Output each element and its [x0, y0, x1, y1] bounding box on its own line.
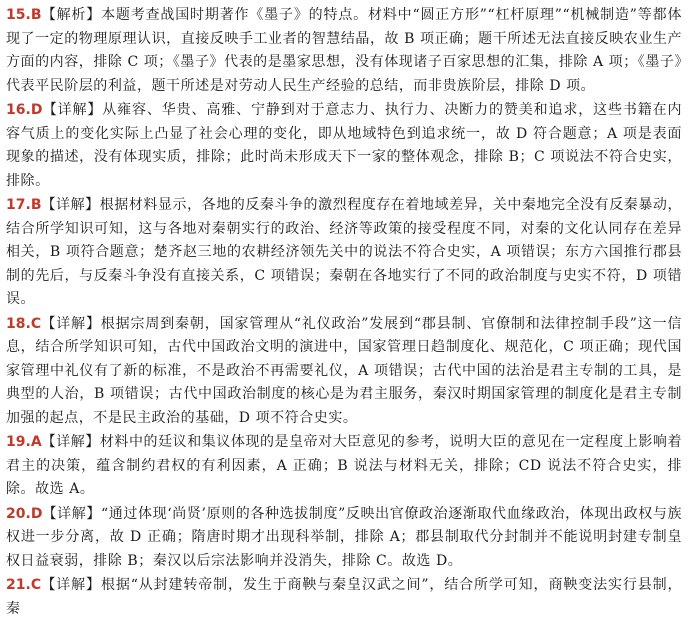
- answer-entry-16: [6, 99, 682, 193]
- question-number: 16.: [6, 102, 31, 118]
- question-number: 17.: [6, 197, 31, 213]
- answer-letter: C: [30, 577, 42, 593]
- question-number: 21.: [6, 577, 31, 593]
- answer-letter: D: [30, 505, 43, 522]
- explanation-tag: 【详解】: [42, 505, 101, 522]
- explanation-tag: 【详解】: [41, 315, 101, 332]
- answer-letter: C: [30, 315, 42, 332]
- answer-entry-17: [6, 194, 682, 312]
- answer-entry-19: [6, 431, 682, 502]
- explanation-tag: 【解析】: [41, 7, 102, 23]
- explanation-text: 本题考查战国时期著作《墨子》的特点。材料中“圆正方形”“杠杆原理”“机械制造”等都体现了一定的物理原理认识，直接反映手工业者的智慧结晶，故 B 项正确；题干所述无法直接反映农业生产方面的内容，排除 C 项；《墨子》代表的是墨家思想，没有体现诸子百家思想的汇集，排除 A 项；《墨子》代表平民阶层的利益，题干所述是对劳动人民生产经验的总结，而非贵族阶层，排除 D 项。: [6, 7, 682, 94]
- answer-letter: D: [30, 102, 43, 118]
- answer-entry-20: [6, 503, 682, 574]
- explanation-text: 从雍容、华贵、高雅、宁静到对于意志力、执行力、决断力的赞美和追求，这些书籍在内容气质上的变化实际上凸显了社会心理的变化，即从地域特色到追求统一，故 D 符合题意；A 项是表面现象的描述，没有体现实质，排除；此时尚未形成天下一家的整体观念，排除 B；C 项说法不符合史实，排除。: [6, 102, 683, 189]
- explanation-tag: 【详解】: [41, 197, 100, 213]
- answer-entry-15: [6, 4, 682, 98]
- answer-letter: B: [30, 197, 42, 213]
- question-number: 19.: [6, 434, 31, 450]
- explanation-text: 根据宗周到秦朝，国家管理从“礼仪政治”发展到“郡县制、官僚制和法律控制手段”这一信息，结合所学知识可知，古代中国政治文明的演进中，国家管理日趋制度化、规范化，C 项正确；现代国家管理中礼仪有了新的标准，不是政治不再需要礼仪，A 项错误；古代中国的法治是君主专制的工具，是典型的人治，B 项错误；古代中国政治制度的核心是为君主服务，秦汉时期国家管理的制度化是君主专制加强的起点，不是民主政治的基础，D 项不符合史实。: [6, 315, 682, 426]
- question-number: 15.: [6, 7, 31, 23]
- explanation-text: 根据材料显示，各地的反秦斗争的激烈程度存在着地域差异，关中秦地完全没有反秦暴动，结合所学知识可知，这与各地对秦朝实行的政治、经济等政策的接受程度不同，对秦的文化认同存在差异相关，B 项符合题意；楚齐赵三地的农耕经济领先关中的说法不符合史实，A 项错误；东方六国推行郡县制的先后，与反秦斗争没有直接关系，C 项错误；秦朝在各地实行了不同的政治制度与史实不符，D 项错误。: [6, 197, 683, 307]
- question-number: 18.: [6, 315, 31, 332]
- explanation-text: 根据“从封建转帝制，发生于商鞅与秦皇汉武之间”，结合所学可知，商鞅变法实行县制，秦: [6, 577, 683, 617]
- answer-letter: A: [30, 434, 42, 450]
- question-number: 20.: [6, 505, 31, 522]
- answer-entry-21: [6, 574, 682, 621]
- explanation-tag: 【详解】: [41, 577, 101, 593]
- answer-letter: B: [30, 7, 42, 23]
- explanation-text: 材料中的廷议和集议体现的是皇帝对大臣意见的参考，说明大臣的意见在一定程度上影响着君主的决策，蕴含制约君权的有利因素，A 正确；B 说法与材料无关，排除；CD 说法不符合史实，排除。故选 A。: [6, 434, 682, 497]
- answer-entry-18: [6, 313, 682, 431]
- explanation-tag: 【详解】: [41, 434, 100, 450]
- explanation-text: “通过体现‘尚贤’原则的各种选拔制度”反映出官僚政治逐渐取代血缘政治，体现出政权与族权进一步分离，故 D 正确；隋唐时期才出现科举制，排除 A；郡县制取代分封制并不能说明封建专制皇权日益衰弱，排除 B；秦汉以后宗法影响并没消失，排除 C。故选 D。: [6, 505, 682, 569]
- explanation-tag: 【详解】: [42, 102, 103, 118]
